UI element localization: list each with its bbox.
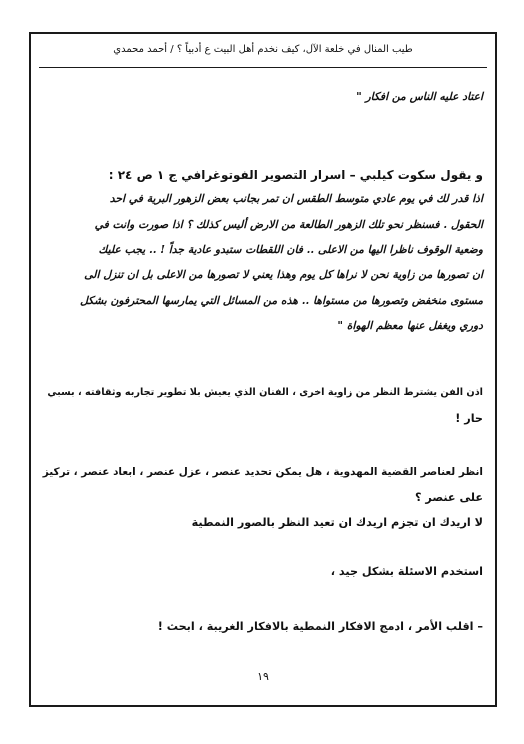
paragraph-line: اذن الفن يشترط النظر من زاوية اخرى ، الفنان الذي يعيش بلا تطوير تجاربه وثقافته ، بسبي: [47, 387, 483, 398]
header-divider: [39, 67, 487, 68]
paragraph-line: – اقلب الأمر ، ادمج الافكار النمطية بالافكار الغريبة ، ابحث !: [157, 620, 483, 633]
paragraph-line: حار !: [455, 412, 483, 425]
text-line: اعتاد عليه الناس من افكار ": [356, 90, 483, 103]
quote-line: ان تصورها من زاوية نحن لا نراها كل يوم وهذا يعني لا تصورها من الاعلى بل ان تنزل الى: [84, 268, 483, 281]
quote-line: اذا قدر لك في يوم عادي متوسط الطقس ان تمر بجانب بعض الزهور البرية في احد: [109, 192, 483, 205]
quote-heading: و يقول سكوت كيلبي – اسرار التصوير الفوتوغرافي ج ١ ص ٢٤ :: [108, 168, 483, 182]
page-number: ١٩: [257, 670, 269, 683]
paragraph-line: على عنصر ؟: [415, 491, 483, 504]
quote-line: وضعية الوقوف ناظرا اليها من الاعلى .. فان اللقطات ستبدو عادية جداً ! .. يجب عليك: [98, 243, 483, 256]
running-header: طيب المنال في خلعة الآل، كيف نخدم أهل البيت ع أدبياً ؟ / أحمد محمدي: [113, 44, 413, 55]
quote-line: الحقول . فسنظر نحو تلك الزهور الطالعة من الارض أليس كذلك ؟ اذا صورت وانت في: [94, 218, 483, 231]
quote-line: دوري ويغفل عنها معظم الهواة ": [337, 319, 483, 332]
quote-line: مستوى منخفض وتصورها من مستواها .. هذه من المسائل التي يمارسها المحترفون بشكل: [79, 294, 483, 307]
page-frame: [29, 32, 497, 707]
paragraph-line: انظر لعناصر القضية المهدوية ، هل يمكن تحديد عنصر ، عزل عنصر ، ابعاد عنصر ، تركيز: [42, 466, 483, 478]
paragraph-line: لا اريدك ان تجزم اريدك ان تعيد النظر بالصور النمطية: [191, 516, 483, 529]
paragraph-line: استخدم الاسئلة بشكل جيد ،: [330, 565, 483, 578]
